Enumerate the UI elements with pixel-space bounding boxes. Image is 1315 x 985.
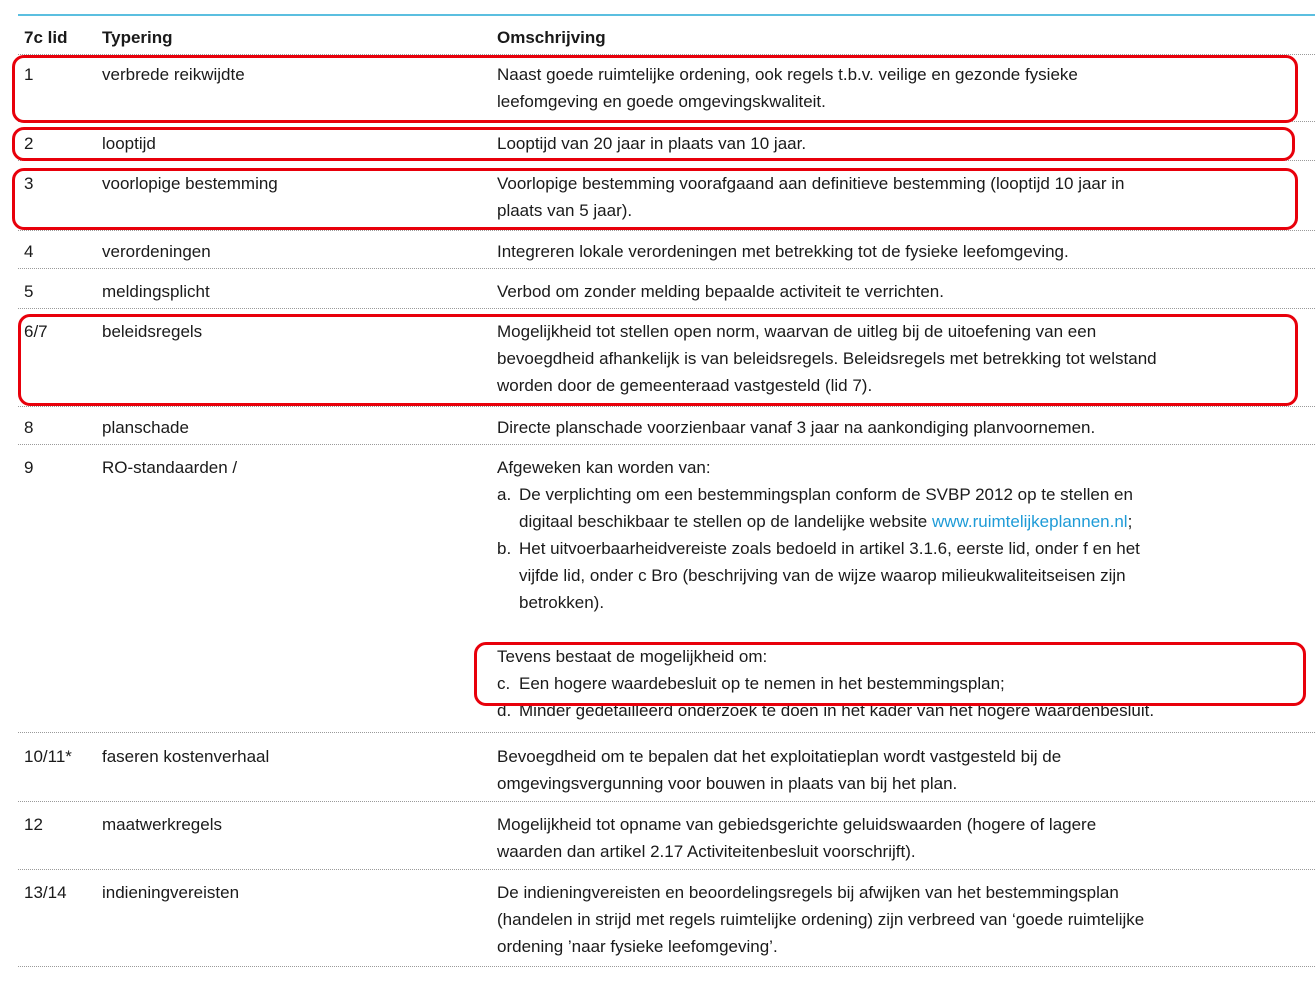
row-typering: voorlopige bestemming: [102, 174, 278, 193]
row-typering: beleidsregels: [102, 322, 203, 341]
text-line: Voorlopige bestemming voorafgaand aan definitieve bestemming (looptijd 10 jaar in: [497, 174, 1125, 193]
table-row: [18, 278, 1315, 309]
text-line: Bevoegdheid om te bepalen dat het exploitatieplan wordt vastgesteld bij de: [497, 747, 1062, 766]
row-omschrijving: [497, 414, 1312, 441]
row-typering: verordeningen: [102, 242, 211, 261]
table-row: [18, 238, 1315, 269]
text-line: leefomgeving en goede omgevingskwaliteit.: [497, 92, 826, 111]
row-lid: 9: [24, 458, 34, 477]
text-line: plaats van 5 jaar).: [497, 201, 633, 220]
text-line: bevoegdheid afhankelijk is van beleidsregels. Beleidsregels met betrekking tot welstand: [497, 349, 1157, 368]
list-item-d: [497, 697, 1312, 724]
row-typering: verbrede reikwijdte: [102, 65, 245, 84]
list-text: vijfde lid, onder c Bro (beschrijving van de wijze waarop milieukwaliteitseisen zijn: [519, 566, 1126, 585]
table-row: [18, 414, 1315, 445]
row-omschrijving: [497, 811, 1312, 865]
row-typering: looptijd: [102, 134, 156, 153]
top-rule: [18, 14, 1315, 16]
text-line: Integreren lokale verordeningen met betrekking tot de fysieke leefomgeving.: [497, 242, 1069, 261]
website-link[interactable]: www.ruimtelijkeplannen.nl: [931, 512, 1128, 531]
text-line: Mogelijkheid tot opname van gebiedsgerichte geluidswaarden (hogere of lagere: [497, 815, 1097, 834]
row-lid: 13/14: [24, 883, 67, 902]
row-omschrijving: [497, 454, 1312, 724]
list-text: Een hogere waardebesluit op te nemen in het bestemmingsplan;: [519, 674, 1005, 693]
row-lid: 10/11*: [24, 747, 72, 766]
text-line: De indieningvereisten en beoordelingsregels bij afwijken van het bestemmingsplan: [497, 883, 1119, 902]
header-omschrijving: Omschrijving: [497, 28, 606, 47]
table-row: [18, 743, 1315, 802]
text-line: waarden dan artikel 2.17 Activiteitenbesluit voorschrijft).: [497, 842, 916, 861]
row-omschrijving: [497, 61, 1312, 115]
list-marker: c.: [497, 674, 511, 693]
row-omschrijving: [497, 170, 1312, 224]
text-line: omgevingsvergunning voor bouwen in plaats van bij het plan.: [497, 774, 958, 793]
table-row: [18, 170, 1315, 231]
table-row: [18, 130, 1315, 161]
cut-off-footer: [18, 972, 1315, 985]
table-row: [18, 318, 1315, 407]
list-item-b: [497, 535, 1312, 562]
row-omschrijving: [497, 743, 1312, 797]
list-text: Minder gedetailleerd onderzoek te doen in het kader van het hogere waardenbesluit.: [519, 701, 1155, 720]
row-lid: 2: [24, 134, 34, 153]
row-omschrijving: [497, 879, 1312, 960]
row-lid: 5: [24, 282, 34, 301]
row-lid: 1: [24, 65, 34, 84]
list-text: betrokken).: [519, 593, 605, 612]
table-header: [18, 22, 1315, 55]
row-omschrijving: [497, 130, 1312, 157]
text-line: Directe planschade voorzienbaar vanaf 3 jaar na aankondiging planvoornemen.: [497, 418, 1096, 437]
spacer: [497, 616, 1312, 643]
text-line: Verbod om zonder melding bepaalde activiteit te verrichten.: [497, 282, 944, 301]
row-typering: maatwerkregels: [102, 815, 222, 834]
list-item-a: [497, 481, 1312, 508]
list-text: ;: [1127, 512, 1133, 531]
table-row: [18, 879, 1315, 967]
header-typering: Typering: [102, 28, 173, 47]
row-lid: 12: [24, 815, 43, 834]
text-line: Mogelijkheid tot stellen open norm, waarvan de uitleg bij de uitoefening van een: [497, 322, 1097, 341]
row-omschrijving: [497, 318, 1312, 399]
list-marker: b.: [497, 539, 512, 558]
text-line: Naast goede ruimtelijke ordening, ook regels t.b.v. veilige en gezonde fysieke: [497, 65, 1078, 84]
row-typering: RO-standaarden /: [102, 458, 238, 477]
row-lid: 3: [24, 174, 34, 193]
list-item-c: [497, 670, 1312, 697]
list-text: digitaal beschikbaar te stellen op de landelijke website: [519, 512, 932, 531]
row-lid: 4: [24, 242, 34, 261]
row-omschrijving: [497, 278, 1312, 305]
text-line: worden door de gemeenteraad vastgesteld (lid 7).: [497, 376, 873, 395]
list-intro: Afgeweken kan worden van:: [497, 458, 711, 477]
list-text: De verplichting om een bestemmingsplan conform de SVBP 2012 op te stellen en: [519, 485, 1133, 504]
row-lid: 6/7: [24, 322, 48, 341]
list-marker: a.: [497, 485, 512, 504]
list-text: Het uitvoerbaarheidvereiste zoals bedoeld in artikel 3.1.6, eerste lid, onder f en het: [519, 539, 1140, 558]
row-typering: meldingsplicht: [102, 282, 210, 301]
text-line: Looptijd van 20 jaar in plaats van 10 jaar.: [497, 134, 807, 153]
header-lid: 7c lid: [24, 28, 68, 47]
row-typering: planschade: [102, 418, 189, 437]
list-item-a-cont: [497, 508, 1312, 535]
text-line: (handelen in strijd met regels ruimtelijke ordening) zijn verbreed van ‘goede ruimtelijke: [497, 910, 1145, 929]
list-intro: Tevens bestaat de mogelijkheid om:: [497, 647, 768, 666]
table-row: [18, 454, 1315, 733]
text-line: ordening ’naar fysieke leefomgeving’.: [497, 937, 778, 956]
row-omschrijving: [497, 238, 1312, 265]
row-lid: 8: [24, 418, 34, 437]
list-marker: d.: [497, 701, 512, 720]
row-typering: faseren kostenverhaal: [102, 747, 270, 766]
table-row: [18, 61, 1315, 122]
table-row: [18, 811, 1315, 870]
row-typering: indieningvereisten: [102, 883, 240, 902]
